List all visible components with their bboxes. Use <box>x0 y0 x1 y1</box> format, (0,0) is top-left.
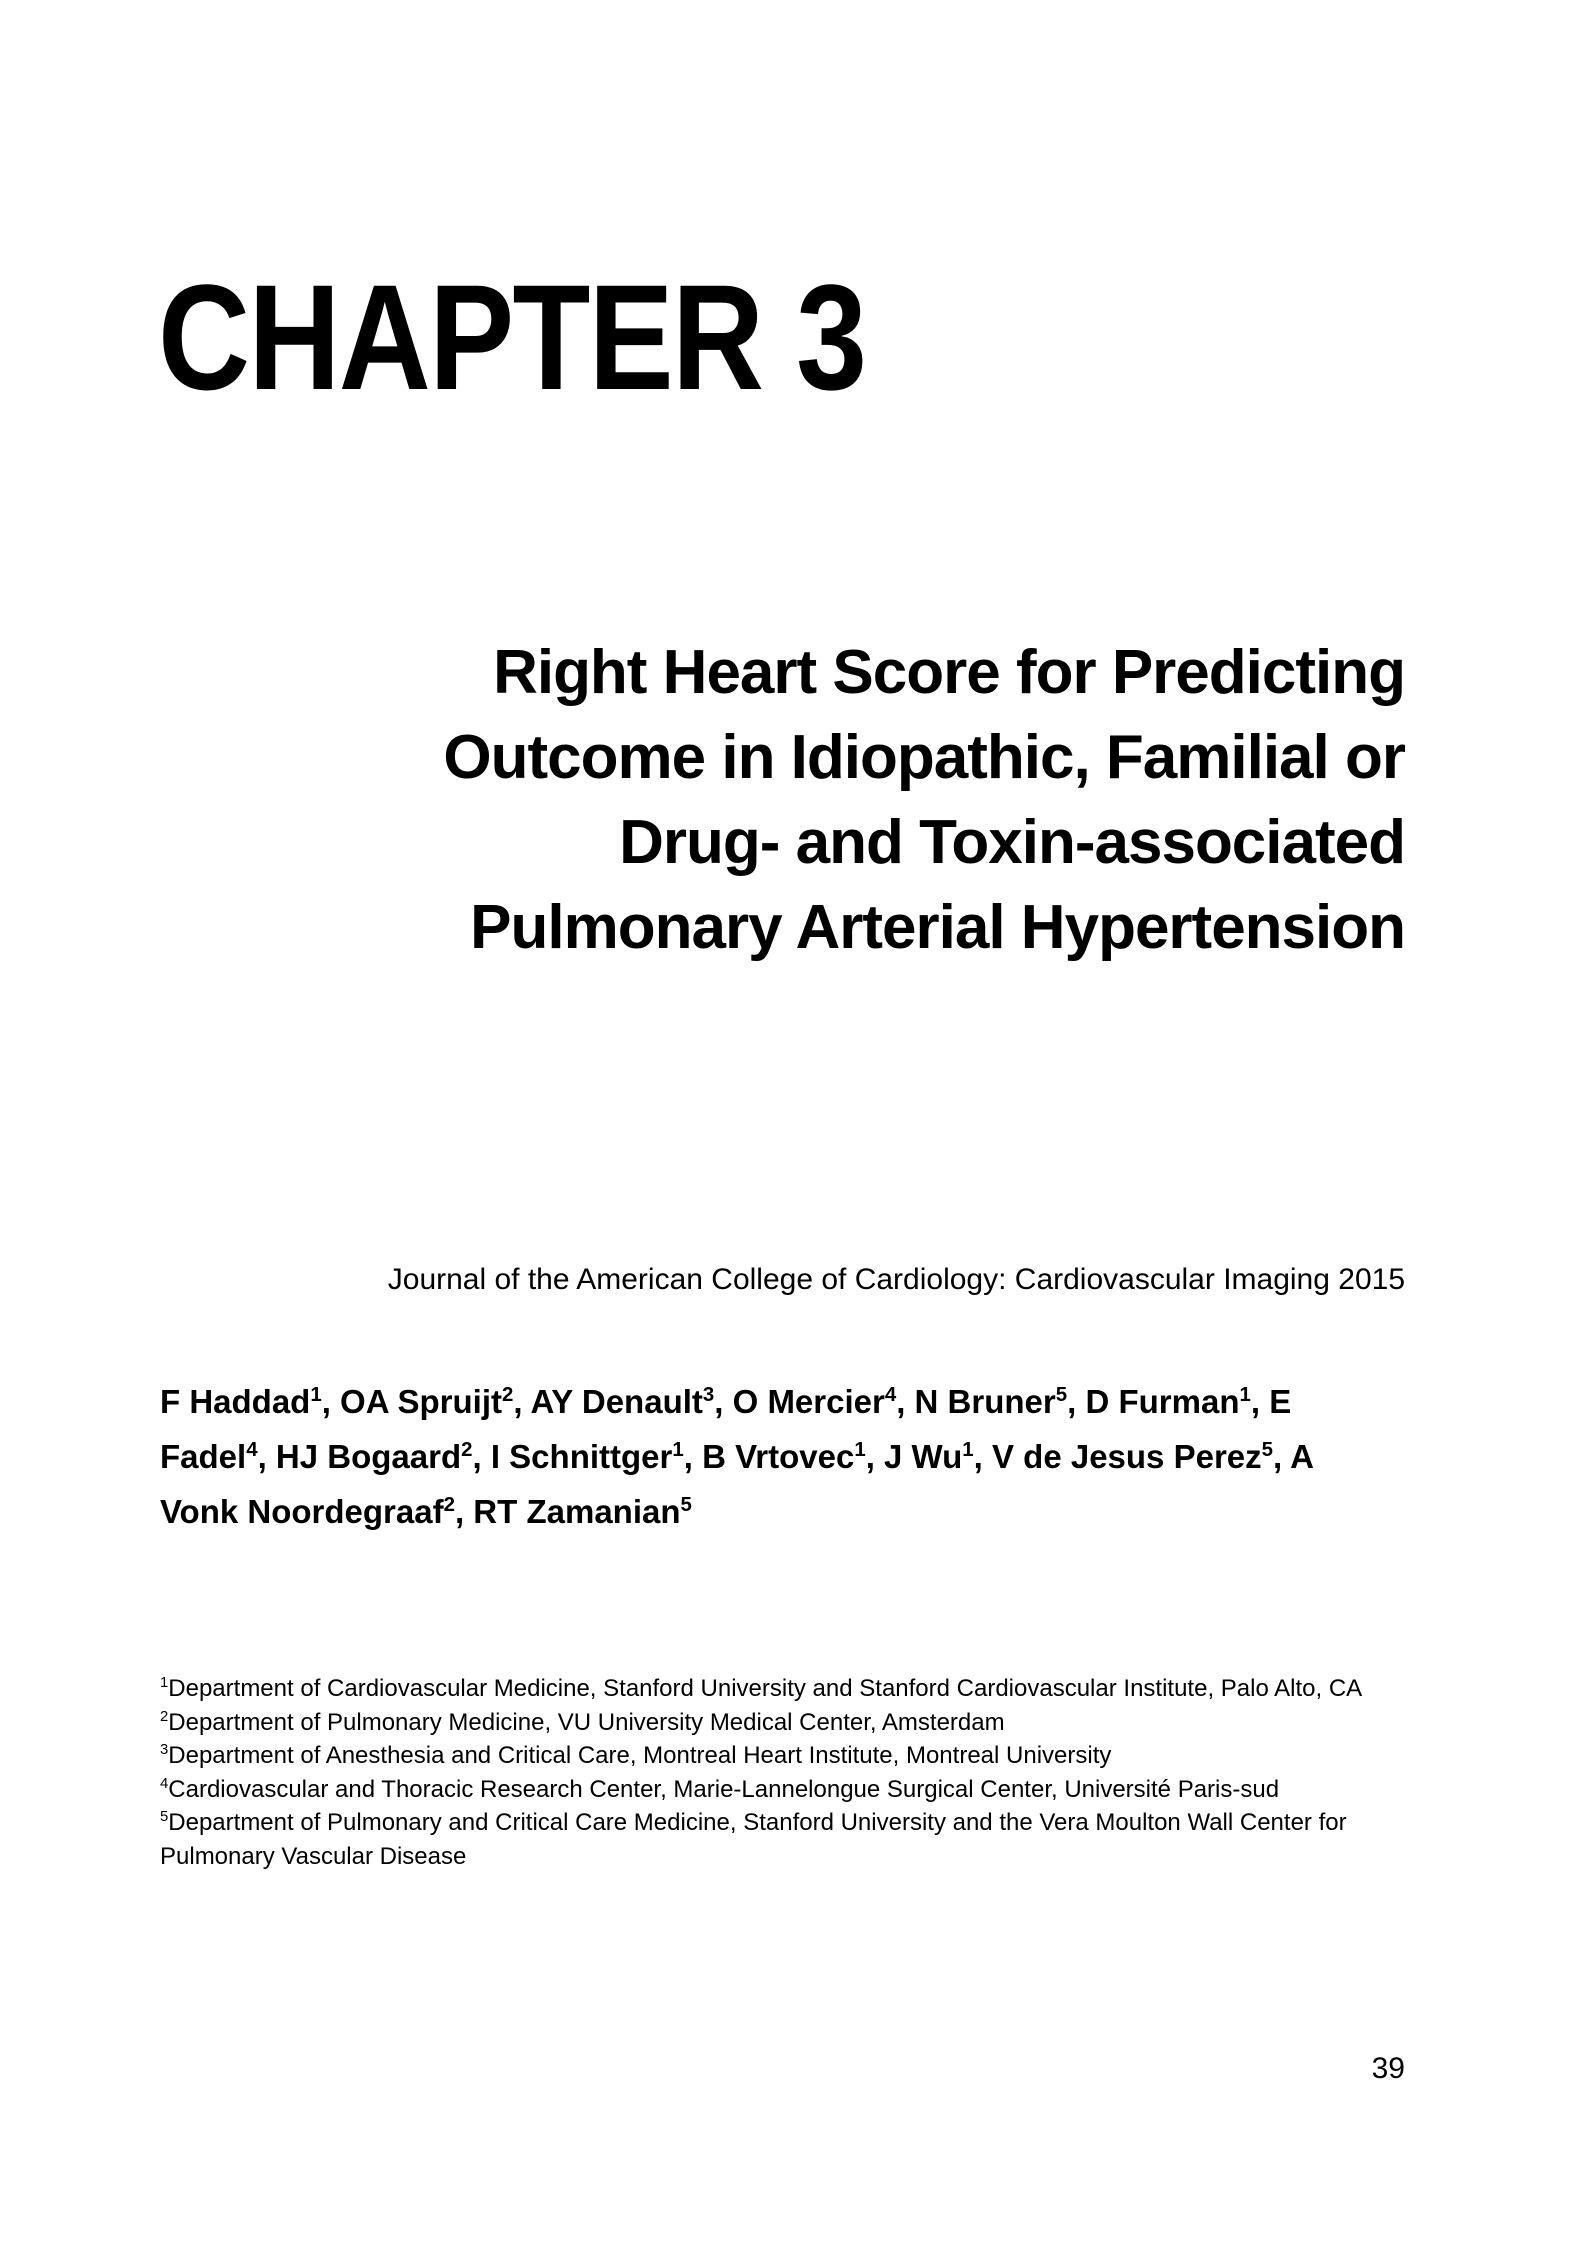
superscript: 5 <box>680 1493 692 1516</box>
superscript: 4 <box>160 1775 169 1792</box>
text-segment: , V de Jesus Perez <box>973 1438 1262 1475</box>
text-line <box>160 1706 1405 1740</box>
text-line <box>250 800 1405 885</box>
text-segment: Department of Cardiovascular Medicine, Stanford University and Stanford Cardiovascular Institute, Palo Alto, CA <box>168 1675 1363 1702</box>
superscript: 1 <box>1239 1383 1251 1406</box>
text-segment: , N Bruner <box>896 1383 1056 1420</box>
text-segment: Vonk Noordegraaf <box>160 1493 444 1530</box>
text-segment: , A <box>1273 1438 1314 1475</box>
text-segment: Department of Pulmonary Medicine, VU University Medical Center, Amsterdam <box>168 1708 1005 1736</box>
text-segment: , D Furman <box>1067 1383 1240 1420</box>
superscript: 5 <box>160 1809 169 1825</box>
superscript: 2 <box>443 1493 455 1516</box>
text-line <box>250 885 1405 970</box>
text-segment: , J Wu <box>865 1438 963 1475</box>
affiliation-list <box>160 1672 1405 1873</box>
text-line <box>250 715 1405 800</box>
chapter-heading: CHAPTER 3 <box>158 253 866 421</box>
text-segment: Department of Pulmonary and Critical Care Medicine, Stanford University and the Vera Moulton Wall Center for Pulmonary Vascular Disease <box>160 1809 1347 1870</box>
text-segment: , I Schnittger <box>472 1438 673 1475</box>
superscript: 1 <box>854 1438 866 1461</box>
text-segment: Right Heart Score for Predicting <box>493 638 1405 707</box>
superscript: 2 <box>461 1438 473 1461</box>
text-segment: , HJ Bogaard <box>257 1438 462 1475</box>
text-segment: Pulmonary Arterial Hypertension <box>470 893 1405 962</box>
superscript: 1 <box>310 1383 322 1406</box>
journal-reference: Journal of the American College of Cardiology: Cardiovascular Imaging 2015 <box>387 1263 1405 1296</box>
text-line <box>160 1806 1405 1873</box>
text-line <box>160 1484 1405 1539</box>
superscript: 3 <box>702 1383 715 1406</box>
text-segment: , AY Denault <box>513 1383 703 1420</box>
text-segment: , E <box>1250 1383 1292 1420</box>
chapter-title <box>250 630 1405 970</box>
superscript: 2 <box>502 1383 514 1406</box>
superscript: 5 <box>1261 1438 1274 1461</box>
text-line <box>160 1739 1405 1773</box>
page-number: 39 <box>1371 2052 1405 2085</box>
text-segment: Cardiovascular and Thoracic Research Center, Marie-Lannelongue Surgical Center, Université Paris-sud <box>168 1775 1280 1803</box>
author-list <box>160 1374 1405 1539</box>
text-line <box>160 1374 1405 1429</box>
text-segment: Fadel <box>160 1438 247 1475</box>
text-segment: Drug- and Toxin-associated <box>619 808 1405 877</box>
text-segment: Outcome in Idiopathic, Familial or <box>443 723 1405 792</box>
text-segment: , RT Zamanian <box>454 1493 681 1530</box>
text-segment: F Haddad <box>160 1383 311 1420</box>
superscript: 4 <box>246 1438 258 1461</box>
text-line <box>160 1429 1405 1484</box>
text-line <box>160 1672 1405 1706</box>
text-line <box>160 1773 1405 1807</box>
superscript: 1 <box>962 1438 974 1461</box>
superscript: 4 <box>884 1383 897 1406</box>
text-segment: Department of Anesthesia and Critical Care, Montreal Heart Institute, Montreal University <box>168 1742 1112 1769</box>
text-segment: , O Mercier <box>714 1383 885 1420</box>
superscript: 1 <box>672 1438 684 1461</box>
superscript: 2 <box>160 1708 169 1725</box>
superscript: 3 <box>160 1742 169 1758</box>
superscript: 5 <box>1055 1383 1068 1406</box>
text-segment: , B Vrtovec <box>683 1438 855 1475</box>
superscript: 1 <box>160 1675 169 1691</box>
text-line <box>250 630 1405 715</box>
text-segment: , OA Spruijt <box>321 1383 502 1420</box>
